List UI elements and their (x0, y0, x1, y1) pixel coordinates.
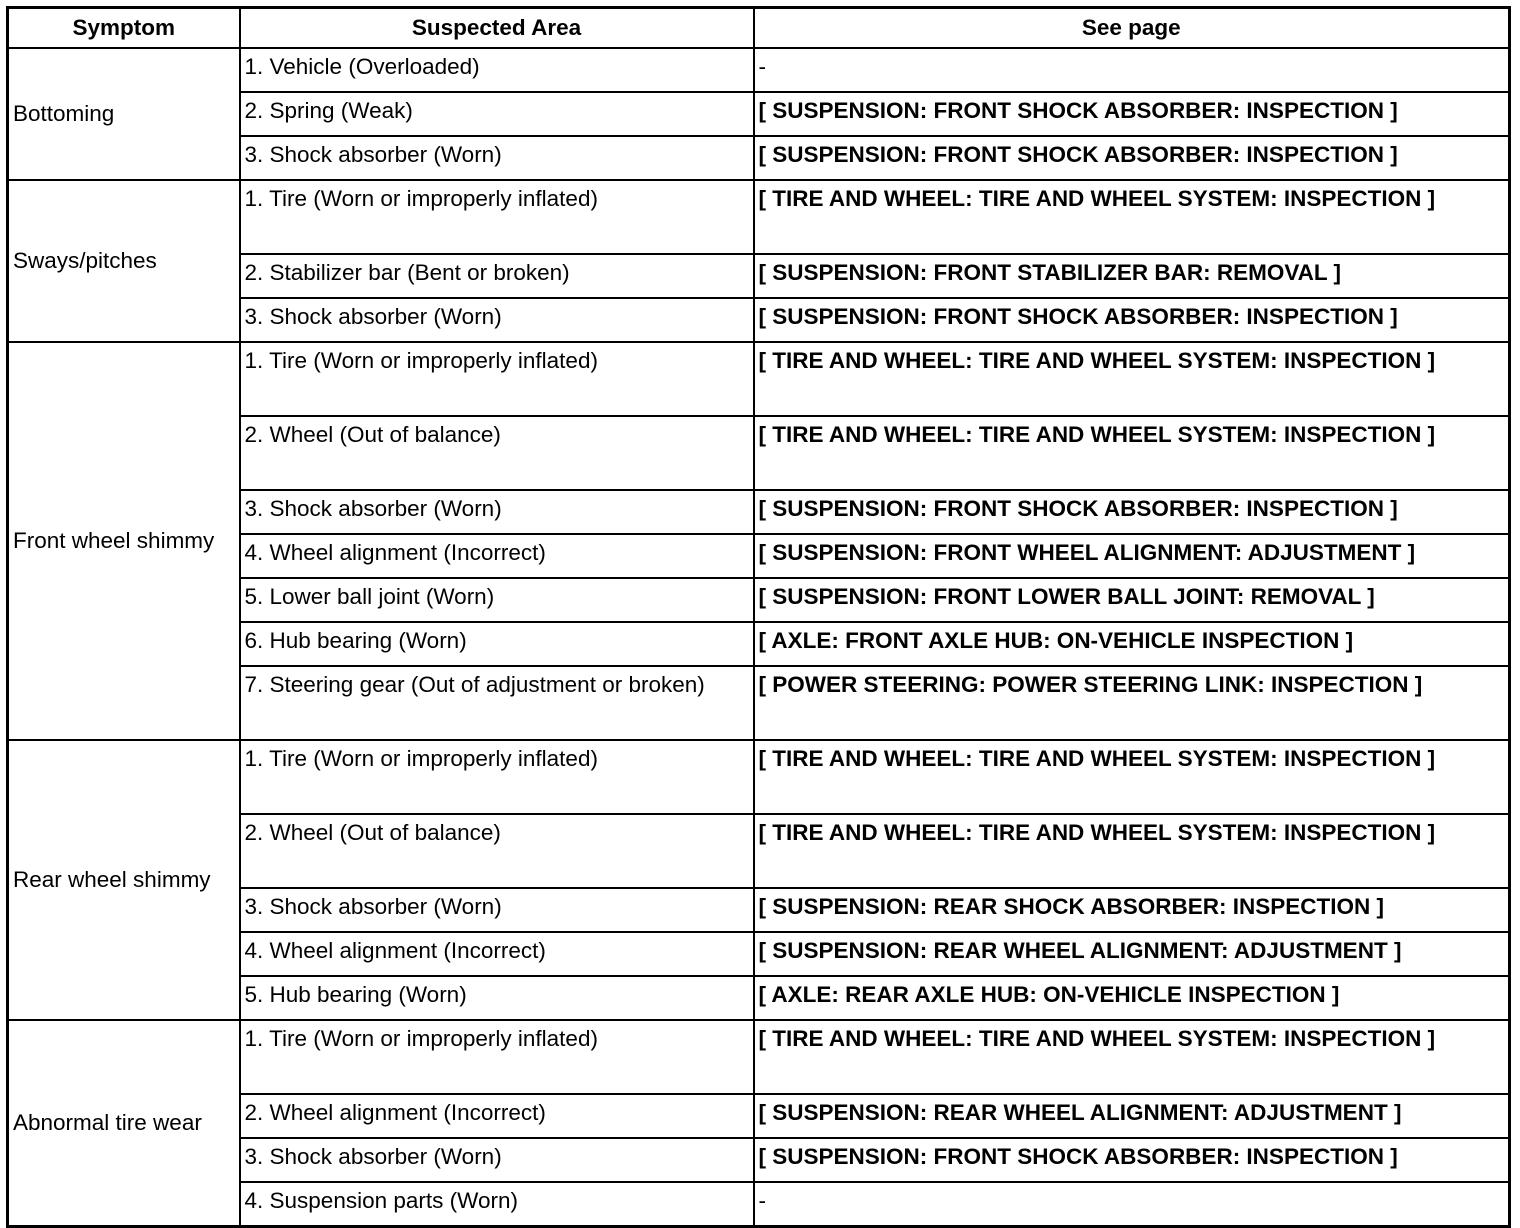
suspected-area-cell: 1. Tire (Worn or improperly inflated) (240, 342, 754, 416)
troubleshooting-table-container (6, 6, 1511, 1228)
suspected-area-cell: 1. Vehicle (Overloaded) (240, 48, 754, 92)
suspected-area-cell: 4. Wheel alignment (Incorrect) (240, 932, 754, 976)
see-page-link[interactable]: [ POWER STEERING: POWER STEERING LINK: INSPECTION ] (754, 666, 1510, 740)
see-page-link[interactable]: [ SUSPENSION: REAR SHOCK ABSORBER: INSPECTION ] (754, 888, 1510, 932)
see-page-cell: - (754, 48, 1510, 92)
see-page-link[interactable]: [ TIRE AND WHEEL: TIRE AND WHEEL SYSTEM: INSPECTION ] (754, 416, 1510, 490)
header-symptom: Symptom (8, 8, 240, 49)
see-page-link[interactable]: [ TIRE AND WHEEL: TIRE AND WHEEL SYSTEM: INSPECTION ] (754, 740, 1510, 814)
see-page-link[interactable]: [ SUSPENSION: FRONT SHOCK ABSORBER: INSPECTION ] (754, 1138, 1510, 1182)
symptom-cell: Sways/pitches (8, 180, 240, 342)
see-page-link[interactable]: [ TIRE AND WHEEL: TIRE AND WHEEL SYSTEM: INSPECTION ] (754, 180, 1510, 254)
see-page-link[interactable]: [ SUSPENSION: FRONT STABILIZER BAR: REMOVAL ] (754, 254, 1510, 298)
suspected-area-cell: 1. Tire (Worn or improperly inflated) (240, 180, 754, 254)
table-row (8, 180, 1510, 254)
see-page-link[interactable]: [ AXLE: REAR AXLE HUB: ON-VEHICLE INSPECTION ] (754, 976, 1510, 1020)
suspected-area-cell: 2. Stabilizer bar (Bent or broken) (240, 254, 754, 298)
suspected-area-cell: 4. Suspension parts (Worn) (240, 1182, 754, 1227)
suspected-area-cell: 3. Shock absorber (Worn) (240, 1138, 754, 1182)
suspected-area-cell: 3. Shock absorber (Worn) (240, 888, 754, 932)
symptom-cell: Bottoming (8, 48, 240, 180)
suspected-area-cell: 1. Tire (Worn or improperly inflated) (240, 1020, 754, 1094)
header-see-page: See page (754, 8, 1510, 49)
suspected-area-cell: 5. Lower ball joint (Worn) (240, 578, 754, 622)
see-page-link[interactable]: [ SUSPENSION: FRONT SHOCK ABSORBER: INSPECTION ] (754, 92, 1510, 136)
see-page-link[interactable]: [ SUSPENSION: FRONT SHOCK ABSORBER: INSPECTION ] (754, 136, 1510, 180)
see-page-link[interactable]: [ SUSPENSION: REAR WHEEL ALIGNMENT: ADJUSTMENT ] (754, 932, 1510, 976)
see-page-link[interactable]: [ TIRE AND WHEEL: TIRE AND WHEEL SYSTEM: INSPECTION ] (754, 1020, 1510, 1094)
see-page-link[interactable]: [ TIRE AND WHEEL: TIRE AND WHEEL SYSTEM: INSPECTION ] (754, 342, 1510, 416)
header-row (8, 8, 1510, 49)
table-row (8, 342, 1510, 416)
suspected-area-cell: 5. Hub bearing (Worn) (240, 976, 754, 1020)
see-page-link[interactable]: [ SUSPENSION: FRONT WHEEL ALIGNMENT: ADJUSTMENT ] (754, 534, 1510, 578)
see-page-cell: - (754, 1182, 1510, 1227)
see-page-link[interactable]: [ TIRE AND WHEEL: TIRE AND WHEEL SYSTEM: INSPECTION ] (754, 814, 1510, 888)
suspected-area-cell: 3. Shock absorber (Worn) (240, 136, 754, 180)
suspected-area-cell: 6. Hub bearing (Worn) (240, 622, 754, 666)
table-row (8, 740, 1510, 814)
suspected-area-cell: 3. Shock absorber (Worn) (240, 298, 754, 342)
table-row (8, 1020, 1510, 1094)
header-suspected-area: Suspected Area (240, 8, 754, 49)
symptom-cell: Abnormal tire wear (8, 1020, 240, 1227)
suspected-area-cell: 4. Wheel alignment (Incorrect) (240, 534, 754, 578)
see-page-link[interactable]: [ SUSPENSION: REAR WHEEL ALIGNMENT: ADJUSTMENT ] (754, 1094, 1510, 1138)
symptom-cell: Front wheel shimmy (8, 342, 240, 740)
table-row (8, 48, 1510, 92)
symptom-cell: Rear wheel shimmy (8, 740, 240, 1020)
see-page-link[interactable]: [ SUSPENSION: FRONT SHOCK ABSORBER: INSPECTION ] (754, 298, 1510, 342)
see-page-link[interactable]: [ AXLE: FRONT AXLE HUB: ON-VEHICLE INSPECTION ] (754, 622, 1510, 666)
troubleshooting-table (6, 6, 1511, 1228)
see-page-link[interactable]: [ SUSPENSION: FRONT LOWER BALL JOINT: REMOVAL ] (754, 578, 1510, 622)
suspected-area-cell: 1. Tire (Worn or improperly inflated) (240, 740, 754, 814)
suspected-area-cell: 2. Spring (Weak) (240, 92, 754, 136)
suspected-area-cell: 2. Wheel alignment (Incorrect) (240, 1094, 754, 1138)
suspected-area-cell: 2. Wheel (Out of balance) (240, 416, 754, 490)
suspected-area-cell: 3. Shock absorber (Worn) (240, 490, 754, 534)
suspected-area-cell: 7. Steering gear (Out of adjustment or broken) (240, 666, 754, 740)
see-page-link[interactable]: [ SUSPENSION: FRONT SHOCK ABSORBER: INSPECTION ] (754, 490, 1510, 534)
suspected-area-cell: 2. Wheel (Out of balance) (240, 814, 754, 888)
